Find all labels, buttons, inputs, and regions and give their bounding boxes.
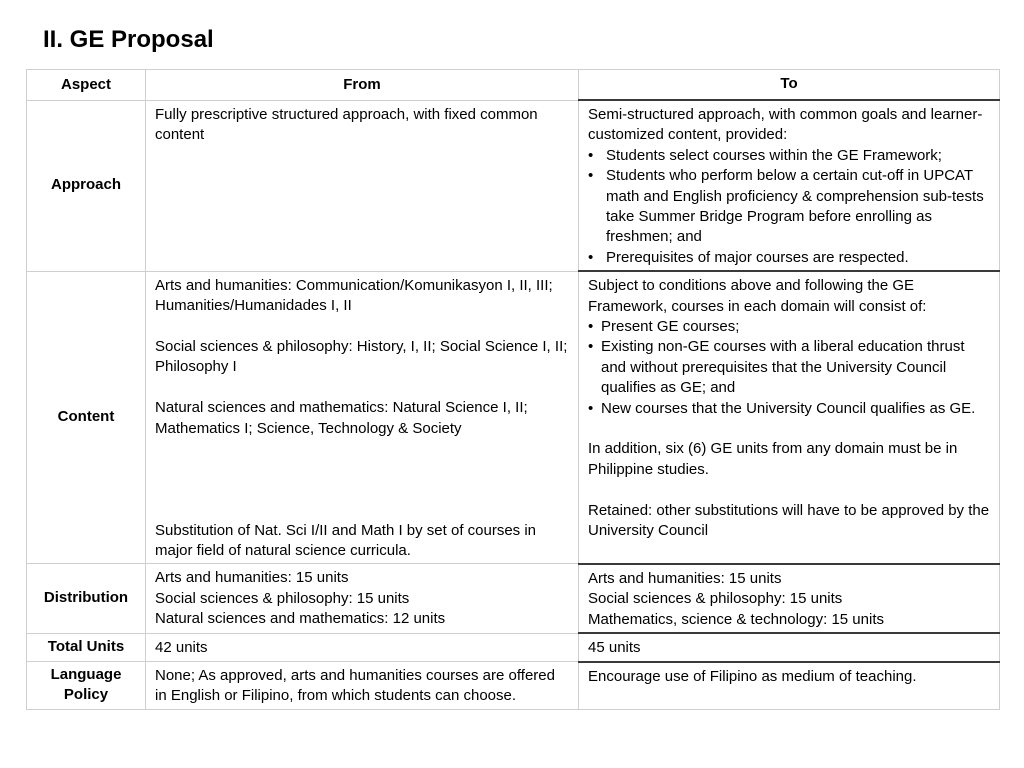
header-aspect: Aspect [27, 70, 146, 101]
table-row-language-policy [27, 662, 1000, 710]
distribution-from-line: Natural sciences and mathematics: 12 units [155, 610, 446, 628]
content-to-para: In addition, six (6) GE units from any domain must be in Philippine studies. [588, 440, 958, 478]
table-row-content [27, 271, 1000, 564]
list-item: • New courses that the University Council qualifies as GE. [588, 399, 990, 419]
bullet-icon: • [588, 167, 594, 185]
distribution-from-line: Social sciences & philosophy: 15 units [155, 589, 410, 607]
list-item: • Existing non-GE courses with a liberal education thrust and without prerequisites that the University Council qualifies as GE; and [588, 338, 965, 397]
distribution-to-line: Mathematics, science & technology: 15 units [588, 610, 884, 628]
content-from-para: Natural sciences and mathematics: Natural Science I, II; Mathematics I; Science, Technology & Society [155, 399, 528, 437]
content-to-intro: Subject to conditions above and following the GE Framework, courses in each domain will consist of: [588, 277, 927, 315]
content-from-para: Substitution of Nat. Sci I/II and Math I by set of courses in major field of natural science curricula. [155, 521, 537, 559]
language-policy-to: Encourage use of Filipino as medium of teaching. [579, 662, 1000, 710]
list-item: • Prerequisites of major courses are respected. [588, 248, 990, 268]
total-units-to: 45 units [579, 633, 1000, 661]
approach-from-cell [146, 100, 579, 271]
header-from: From [146, 70, 579, 101]
ge-proposal-table [26, 69, 1000, 710]
aspect-total-units: Total Units [27, 633, 146, 661]
list-item: • Students select courses within the GE Framework; [588, 146, 990, 166]
content-to-para: Retained: other substitutions will have to be approved by the University Council [588, 501, 990, 540]
content-from-para: Social sciences & philosophy: History, I, II; Social Science I, II; Philosophy I [155, 337, 568, 376]
language-policy-from: None; As approved, arts and humanities courses are offered in English or Filipino, from which students can choose. [146, 662, 579, 710]
content-to-cell [579, 271, 1000, 564]
table-row-distribution [27, 564, 1000, 633]
distribution-to-cell [579, 564, 1000, 633]
distribution-from-cell [146, 564, 579, 633]
distribution-from-line: Arts and humanities: 15 units [155, 569, 349, 587]
total-units-from: 42 units [146, 633, 579, 661]
aspect-language-policy: Language Policy [27, 662, 146, 710]
content-to-list [588, 317, 990, 419]
table-row-total-units [27, 633, 1000, 661]
table-header-row [27, 70, 1000, 101]
table-row-approach [27, 100, 1000, 271]
page-title: II. GE Proposal [43, 26, 214, 53]
list-item: • Students who perform below a certain cut-off in UPCAT math and English proficiency & comprehension sub-tests take Summer Bridge Program before enrolling as freshmen; and [588, 167, 984, 246]
content-from-cell [146, 271, 579, 564]
bullet-icon: • [588, 318, 594, 336]
approach-to-intro: Semi-structured approach, with common goals and learner- customized content, provided: [588, 106, 983, 144]
aspect-distribution: Distribution [27, 564, 146, 633]
bullet-icon: • [588, 146, 594, 164]
approach-from-text: Fully prescriptive structured approach, with fixed common content [155, 105, 538, 143]
bullet-icon: • [588, 248, 594, 266]
approach-to-list [588, 146, 990, 268]
distribution-to-line: Arts and humanities: 15 units [588, 569, 782, 587]
content-from-para: Arts and humanities: Communication/Komunikasyon I, II, III; Humanities/Humanidades I, II [155, 276, 553, 315]
approach-to-cell [579, 100, 1000, 271]
distribution-to-line: Social sciences & philosophy: 15 units [588, 590, 843, 608]
list-item: • Present GE courses; [588, 317, 990, 337]
bullet-icon: • [588, 399, 594, 417]
bullet-icon: • [588, 338, 594, 356]
aspect-content: Content [27, 271, 146, 564]
aspect-approach: Approach [27, 100, 146, 271]
header-to: To [579, 70, 1000, 101]
